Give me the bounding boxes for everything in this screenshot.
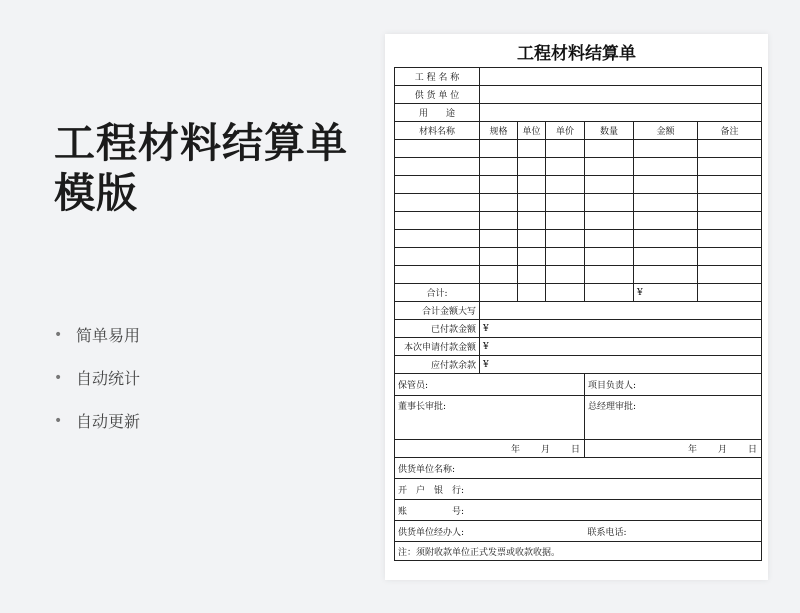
note-text: 注：须附收款单位正式发票或收款收据。	[395, 542, 762, 561]
approval-row	[395, 396, 762, 440]
feature-label: 自动统计	[76, 369, 141, 388]
subtotal-label: 合计:	[395, 284, 480, 302]
bullet-icon: •	[54, 412, 63, 429]
paid-amount-label: 已付款金额	[395, 320, 480, 338]
page-title: 工程材料结算单模版	[54, 119, 348, 217]
bullet-icon: •	[54, 369, 63, 386]
settlement-table	[394, 67, 762, 561]
col-remark: 备注	[698, 122, 762, 140]
summary-row	[395, 320, 762, 338]
supplier-info-row	[395, 500, 762, 521]
form-preview	[385, 34, 768, 580]
gm-date: 年 月 日	[585, 440, 762, 458]
feature-label: 简单易用	[76, 326, 141, 345]
summary-row	[395, 302, 762, 320]
col-amount: 金额	[634, 122, 698, 140]
col-unit-price: 单价	[546, 122, 585, 140]
table-row	[395, 158, 762, 176]
feature-label: 自动更新	[76, 412, 141, 431]
paid-amount-yen: ¥	[480, 320, 762, 338]
info-row	[395, 86, 762, 104]
table-row	[395, 212, 762, 230]
purpose-field	[480, 104, 762, 122]
table-row	[395, 266, 762, 284]
project-lead-label: 项目负责人:	[585, 374, 762, 396]
form-title: 工程材料结算单	[517, 44, 636, 64]
summary-row	[395, 338, 762, 356]
chairman-date: 年 月 日	[395, 440, 585, 458]
info-row	[395, 104, 762, 122]
info-row	[395, 68, 762, 86]
requested-amount-label: 本次申请付款金额	[395, 338, 480, 356]
bank-label: 开 户 银 行:	[395, 479, 762, 500]
table-row	[395, 194, 762, 212]
supplier-info-row	[395, 458, 762, 479]
bullet-icon: •	[54, 326, 63, 343]
col-material-name: 材料名称	[395, 122, 480, 140]
col-unit: 单位	[518, 122, 546, 140]
feature-item	[54, 313, 140, 356]
balance-due-label: 应付款余款	[395, 356, 480, 374]
gm-approval-label: 总经理审批:	[585, 396, 762, 440]
table-row	[395, 176, 762, 194]
balance-due-yen: ¥	[480, 356, 762, 374]
requested-amount-yen: ¥	[480, 338, 762, 356]
purpose-label: 用 途	[395, 104, 480, 122]
table-row	[395, 230, 762, 248]
date-row	[395, 440, 762, 458]
note-row	[395, 542, 762, 561]
project-name-field	[480, 68, 762, 86]
column-header-row	[395, 122, 762, 140]
chairman-approval-label: 董事长审批:	[395, 396, 585, 440]
supplier-label: 供 货 单 位	[395, 86, 480, 104]
supplier-field	[480, 86, 762, 104]
table-row	[395, 248, 762, 266]
col-spec: 规格	[480, 122, 518, 140]
subtotal-row	[395, 284, 762, 302]
account-label: 账 号:	[395, 500, 762, 521]
supplier-agent-label: 供货单位经办人:	[395, 521, 585, 542]
feature-item	[54, 399, 140, 442]
supplier-info-row	[395, 479, 762, 500]
subtotal-yen: ¥	[634, 284, 698, 302]
feature-item	[54, 356, 140, 399]
phone-label: 联系电话:	[585, 521, 762, 542]
keeper-label: 保管员:	[395, 374, 585, 396]
col-quantity: 数量	[585, 122, 634, 140]
amount-in-words-label: 合计金额大写	[395, 302, 480, 320]
signature-row	[395, 374, 762, 396]
summary-row	[395, 356, 762, 374]
supplier-name-label: 供货单位名称:	[395, 458, 762, 479]
project-name-label: 工 程 名 称	[395, 68, 480, 86]
table-row	[395, 140, 762, 158]
supplier-info-row	[395, 521, 762, 542]
feature-list	[54, 313, 140, 442]
